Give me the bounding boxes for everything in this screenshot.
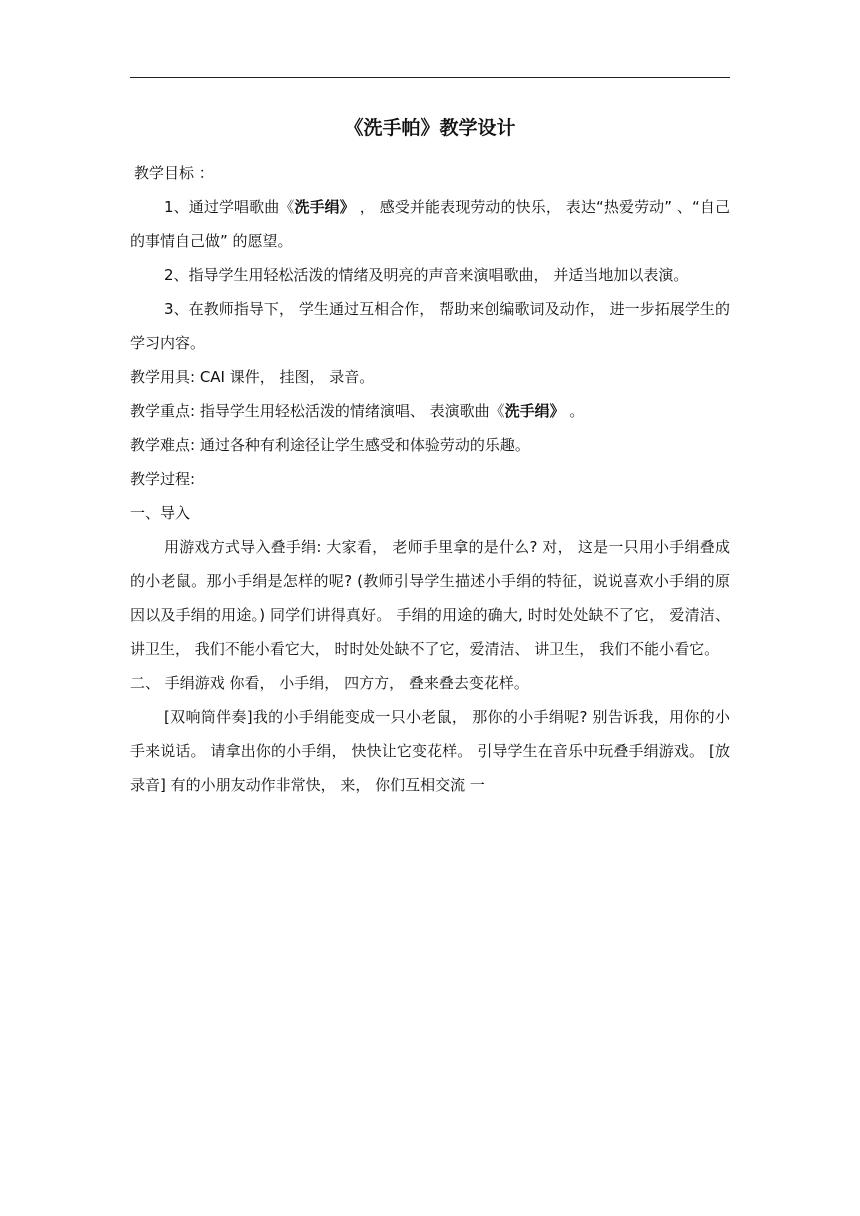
objective-1-text-a: 1、通过学唱歌曲《 — [164, 198, 295, 216]
key-points — [130, 394, 730, 428]
objective-1-text-c: ， 感受并能表现劳动的快乐， 表达“热爱劳动” 、“自己的事情自己做” 的愿望。 — [130, 198, 730, 250]
objectives-heading: 教学目标 ： — [134, 164, 214, 182]
key-points-song-name: 洗手绢》 — [504, 402, 565, 420]
section-2-body: [双响筒伴奏]我的小手绢能变成一只小老鼠， 那你的小手绢呢? 别告诉我，用你的小手来说话。 请拿出你的小手绢， 快快让它变花样。 引导学生在音乐中玩叠手绢游戏。 [放录音] 有的小朋友动作非常快， 来， 你们互相交流 一 — [130, 708, 730, 794]
objective-3: 3、在教师指导下， 学生通过互相合作， 帮助来创编歌词及动作， 进一步拓展学生的学习内容。 — [130, 300, 730, 352]
section-2-heading: 二、 手绢游戏 你看， 小手绢， 四方方， 叠来叠去变花样。 — [130, 674, 529, 692]
document-body — [130, 156, 730, 802]
process-heading: 教学过程: — [130, 470, 196, 488]
objective-2: 2、指导学生用轻松活泼的情绪及明亮的声音来演唱歌曲， 并适当地加以表演。 — [164, 266, 689, 284]
difficulties: 教学难点: 通过各种有利途径让学生感受和体验劳动的乐趣。 — [130, 436, 530, 454]
teaching-tools: 教学用具: CAI 课件， 挂图， 录音。 — [130, 368, 375, 386]
section-1-body: 用游戏方式导入叠手绢: 大家看， 老师手里拿的是什么? 对， 这是一只用小手绢叠成的小老鼠。那小手绢是怎样的呢? (教师引导学生描述小手绢的特征，说说喜欢小手绢的原因以及手绢的用途。) 同学们讲得真好。 手绢的用途的确大, 时时处处缺不了它， 爱清洁、 讲卫生， 我们不能小看它大， 时时处处缺不了它，爱清洁、 讲卫生， 我们不能小看它。 — [130, 538, 730, 658]
objective-1 — [130, 190, 730, 258]
document-title: 《洗手帕》教学设计 — [344, 117, 516, 139]
header-rule — [130, 77, 730, 78]
key-points-text-c: 。 — [564, 402, 585, 420]
section-1-heading: 一、导入 — [130, 504, 191, 522]
key-points-text-a: 教学重点: 指导学生用轻松活泼的情绪演唱、 表演歌曲《 — [130, 402, 505, 420]
objective-1-song-name: 洗手绢》 — [294, 198, 355, 216]
